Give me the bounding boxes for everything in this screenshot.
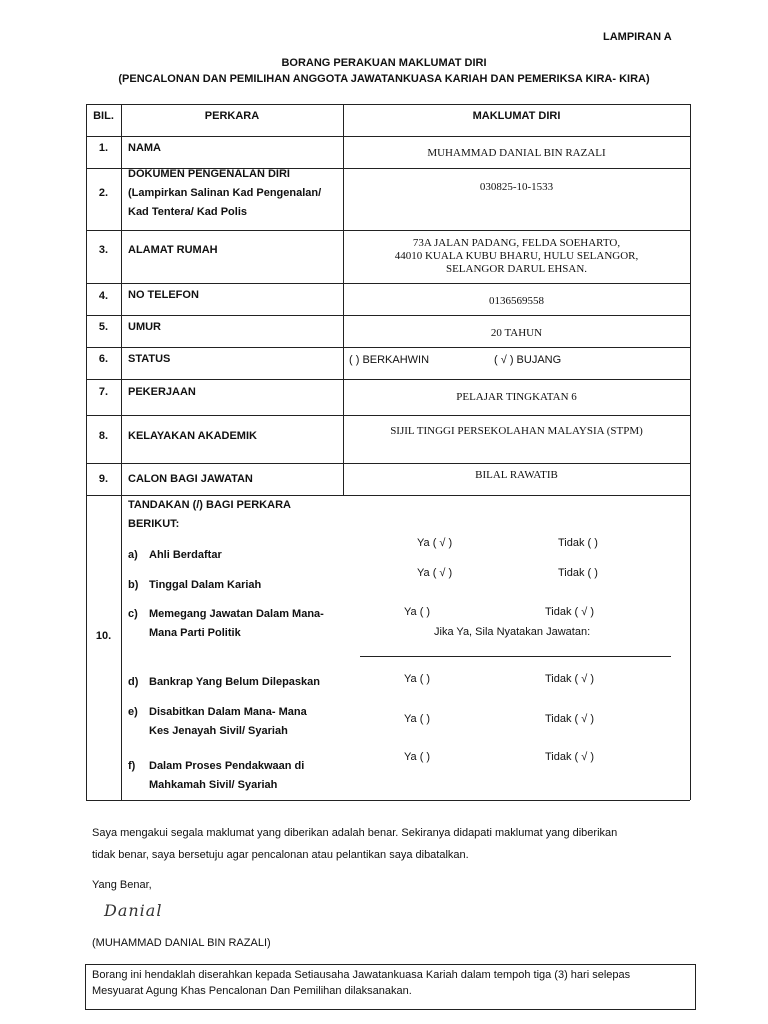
row-perkara-line3: Kad Tentera/ Kad Polis: [128, 206, 247, 218]
signature: Danial: [104, 901, 163, 920]
item-label-line2: Mana Parti Politik: [149, 627, 241, 639]
row-perkara: DOKUMEN PENGENALAN DIRI: [128, 168, 290, 180]
telefon-value: 0136569558: [489, 295, 544, 307]
submission-note-line1: Borang ini hendaklah diserahkan kepada Setiausaha Jawatankuasa Kariah dalam tempoh tiga (3) hari selepas: [92, 969, 631, 981]
row-perkara: PEKERJAAN: [128, 386, 196, 398]
tidak-checkbox[interactable]: Tidak ( √ ): [545, 673, 595, 685]
ya-checkbox[interactable]: Ya ( √ ): [417, 567, 453, 579]
umur-value: 20 TAHUN: [490, 327, 543, 339]
item-label: Bankrap Yang Belum Dilepaskan: [149, 676, 320, 688]
nama-value: MUHAMMAD DANIAL BIN RAZALI: [427, 147, 606, 159]
row-perkara-line2: (Lampirkan Salinan Kad Pengenalan/: [128, 187, 322, 199]
row-perkara: STATUS: [128, 353, 171, 365]
ya-checkbox[interactable]: Ya ( ): [404, 713, 431, 725]
row-bil: 10.: [95, 630, 112, 642]
closing-text: Yang Benar,: [92, 879, 152, 891]
declaration-line1: Saya mengakui segala maklumat yang diberikan adalah benar. Sekiranya didapati maklumat yang diberikan: [92, 827, 618, 839]
item-label-line2: Mahkamah Sivil/ Syariah: [149, 779, 278, 791]
tidak-checkbox[interactable]: Tidak ( √ ): [545, 713, 595, 725]
item-key: a): [128, 549, 138, 561]
item-label: Disabitkan Dalam Mana- Mana: [149, 706, 307, 718]
item-label: Ahli Berdaftar: [149, 549, 222, 561]
row10-intro-line2: BERIKUT:: [128, 518, 180, 530]
alamat-line3: SELANGOR DARUL EHSAN.: [445, 263, 588, 275]
form-title: BORANG PERAKUAN MAKLUMAT DIRI: [281, 57, 487, 69]
jawatan-note: Jika Ya, Sila Nyatakan Jawatan:: [434, 626, 591, 638]
ya-checkbox[interactable]: Ya ( ): [404, 751, 431, 763]
row-perkara: UMUR: [128, 321, 161, 333]
declaration-line2: tidak benar, saya bersetuju agar pencalonan atau pelantikan saya dibatalkan.: [92, 849, 469, 861]
tidak-checkbox[interactable]: Tidak ( ): [558, 567, 598, 579]
row-perkara: NO TELEFON: [128, 289, 199, 301]
row-bil: 7.: [98, 386, 109, 398]
signer-name: (MUHAMMAD DANIAL BIN RAZALI): [92, 937, 271, 949]
kelayakan-value: SIJIL TINGGI PERSEKOLAHAN MALAYSIA (STPM): [390, 425, 643, 437]
item-label: Tinggal Dalam Kariah: [149, 579, 262, 591]
row-bil: 3.: [98, 244, 109, 256]
ya-checkbox[interactable]: Ya ( ): [404, 606, 431, 618]
ya-checkbox[interactable]: Ya ( ): [404, 673, 431, 685]
form-subtitle: (PENCALONAN DAN PEMILIHAN ANGGOTA JAWATANKUASA KARIAH DAN PEMERIKSA KIRA- KIRA): [118, 73, 650, 85]
row10-intro: TANDAKAN (/) BAGI PERKARA: [128, 499, 291, 511]
row-bil: 9.: [98, 473, 109, 485]
item-key: b): [128, 579, 139, 591]
alamat-line1: 73A JALAN PADANG, FELDA SOEHARTO,: [412, 237, 621, 249]
item-key: d): [128, 676, 139, 688]
jawatan-input-line[interactable]: [360, 656, 671, 657]
row-bil: 2.: [98, 187, 109, 199]
row-bil: 1.: [98, 142, 109, 154]
status-berkahwin-option[interactable]: ( ) BERKAHWIN: [349, 354, 430, 366]
row-bil: 4.: [98, 290, 109, 302]
item-key: c): [128, 608, 138, 620]
tidak-checkbox[interactable]: Tidak ( √ ): [545, 751, 595, 763]
item-key: e): [128, 706, 138, 718]
row-bil: 5.: [98, 321, 109, 333]
row-perkara: CALON BAGI JAWATAN: [128, 473, 253, 485]
item-label: Memegang Jawatan Dalam Mana-: [149, 608, 324, 620]
status-bujang-option[interactable]: ( √ ) BUJANG: [494, 354, 562, 366]
row-bil: 8.: [98, 430, 109, 442]
item-key: f): [128, 760, 136, 772]
row-perkara: ALAMAT RUMAH: [128, 244, 218, 256]
ic-value: 030825-10-1533: [479, 181, 554, 193]
row-perkara: NAMA: [128, 142, 161, 154]
alamat-line2: 44010 KUALA KUBU BHARU, HULU SELANGOR,: [394, 250, 639, 262]
pekerjaan-value: PELAJAR TINGKATAN 6: [456, 391, 577, 403]
ya-checkbox[interactable]: Ya ( √ ): [417, 537, 453, 549]
jawatan-value: BILAL RAWATIB: [475, 469, 558, 481]
row-bil: 6.: [98, 353, 109, 365]
item-label: Dalam Proses Pendakwaan di: [149, 760, 305, 772]
lampiran-label: LAMPIRAN A: [603, 31, 672, 43]
tidak-checkbox[interactable]: Tidak ( √ ): [545, 606, 595, 618]
header-bil: BIL.: [93, 110, 114, 122]
header-maklumat: MAKLUMAT DIRI: [472, 110, 561, 122]
tidak-checkbox[interactable]: Tidak ( ): [558, 537, 598, 549]
submission-note-line2: Mesyuarat Agung Khas Pencalonan Dan Pemilihan dilaksanakan.: [92, 985, 412, 997]
item-label-line2: Kes Jenayah Sivil/ Syariah: [149, 725, 288, 737]
row-perkara: KELAYAKAN AKADEMIK: [128, 430, 257, 442]
header-perkara: PERKARA: [204, 110, 260, 122]
